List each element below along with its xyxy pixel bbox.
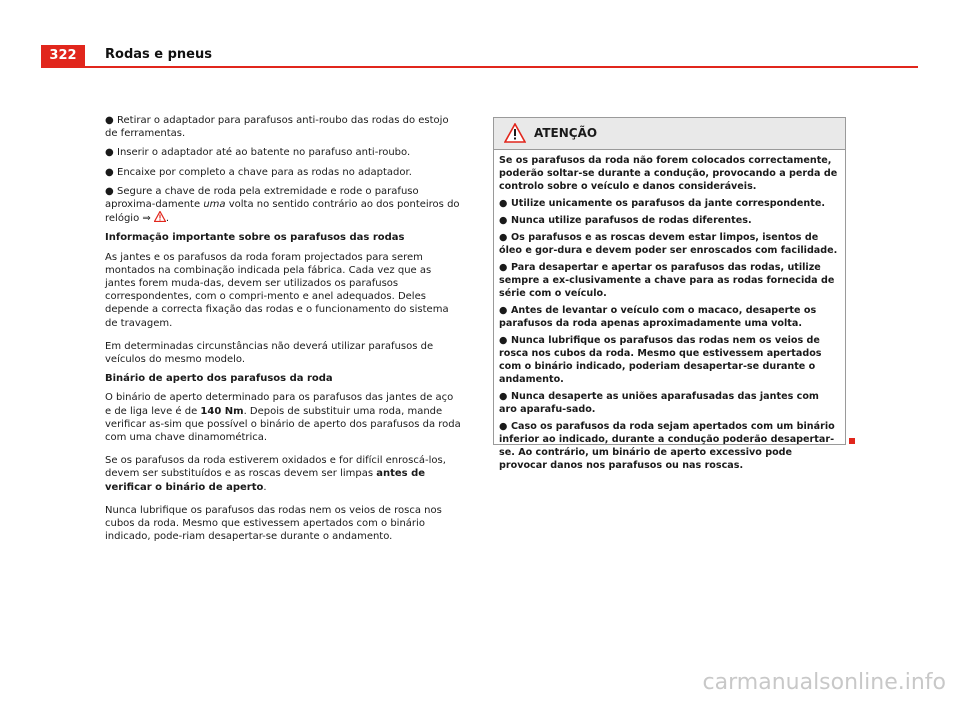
watermark: carmanualsonline.info	[702, 670, 946, 695]
list-item: ● Utilize unicamente os parafusos da jante correspondente.	[499, 198, 825, 209]
paragraph: Se os parafusos da roda estiverem oxidados e for difícil enroscá-los, devem ser substituídos e as roscas devem ser limpas antes de verificar o binário de aperto.	[105, 455, 446, 493]
list-item: ● Antes de levantar o veículo com o macaco, desaperte os parafusos da roda apenas aproximadamente uma volta.	[499, 305, 817, 329]
section-heading: Informação importante sobre os parafusos das rodas	[105, 232, 405, 244]
paragraph: Em determinadas circunstâncias não deverá utilizar parafusos de veículos do mesmo modelo.	[105, 340, 434, 366]
warning-title: ATENÇÃO	[534, 126, 598, 140]
list-item: ● Retirar o adaptador para parafusos anti-roubo das rodas do estojo de ferramentas.	[105, 115, 449, 140]
list-item: ● Nunca desaperte as uniões aparafusadas das jantes com aro aparafu-sado.	[499, 391, 819, 415]
warning-triangle-icon	[504, 123, 526, 143]
list-item: ● Nunca lubrifique os parafusos das rodas nem os veios de rosca nos cubos da roda. Mesmo que estivessem apertados com o binário indicado, poderiam desapertar-se durante o andamento.	[499, 335, 822, 385]
warning-box	[493, 117, 846, 471]
paragraph: As jantes e os parafusos da roda foram projectados para serem montados na combinação indicada pela fábrica. Cada vez que as jantes forem muda-das, devem ser utilizados os parafusos correspondentes, com o compri-mento e anel adequados. Deles depende a correcta fixação das rodas e o funcionamento do sistema de travagem.	[105, 251, 449, 329]
list-item: ● Os parafusos e as roscas devem estar limpos, isentos de óleo e gor-dura e devem poder ser enroscados com facilidade.	[499, 232, 838, 256]
left-column	[105, 114, 461, 549]
list-item: ● Nunca utilize parafusos de rodas diferentes.	[499, 215, 752, 226]
warning-body	[494, 150, 845, 472]
header-divider	[41, 66, 918, 68]
warning-header	[494, 118, 845, 150]
end-of-section-icon	[849, 438, 855, 444]
paragraph: Nunca lubrifique os parafusos das rodas nem os veios de rosca nos cubos da roda. Mesmo que estivessem apertados com o binário indicado, pode-riam desapertar-se durante o andamento.	[105, 504, 442, 543]
paragraph: O binário de aperto determinado para os parafusos das jantes de aço e de liga leve é de 140 Nm. Depois de substituir uma roda, mande verificar as-sim que possível o binário de aperto dos parafusos da roda com uma chave dinamométrica.	[105, 392, 461, 444]
page-title: Rodas e pneus	[105, 47, 212, 62]
list-item: ● Encaixe por completo a chave para as rodas no adaptador.	[105, 166, 412, 178]
list-item: ● Caso os parafusos da roda sejam apertados com um binário inferior ao indicado, durante a condução poderão desapertar-se. Ao contrário, um binário de aperto excessivo pode provocar danos nos parafusos ou nas roscas.	[499, 421, 835, 471]
section-heading: Binário de aperto dos parafusos da roda	[105, 373, 333, 385]
page-number: 322	[41, 45, 85, 67]
list-item: ● Segure a chave de roda pela extremidade e rode o parafuso aproxima-damente uma volta no sentido contrário ao dos ponteiros do relógio ⇒ .	[105, 185, 460, 225]
warning-reference-icon[interactable]	[154, 211, 166, 222]
list-item: ● Para desapertar e apertar os parafusos das rodas, utilize sempre a ex-clusivamente a chave para as rodas fornecida de série com o veículo.	[499, 262, 835, 299]
warning-intro: Se os parafusos da roda não forem colocados correctamente, poderão soltar-se durante a condução, provocando a perda de controlo sobre o veículo e danos consideráveis.	[499, 155, 838, 192]
list-item: ● Inserir o adaptador até ao batente no parafuso anti-roubo.	[105, 147, 411, 159]
